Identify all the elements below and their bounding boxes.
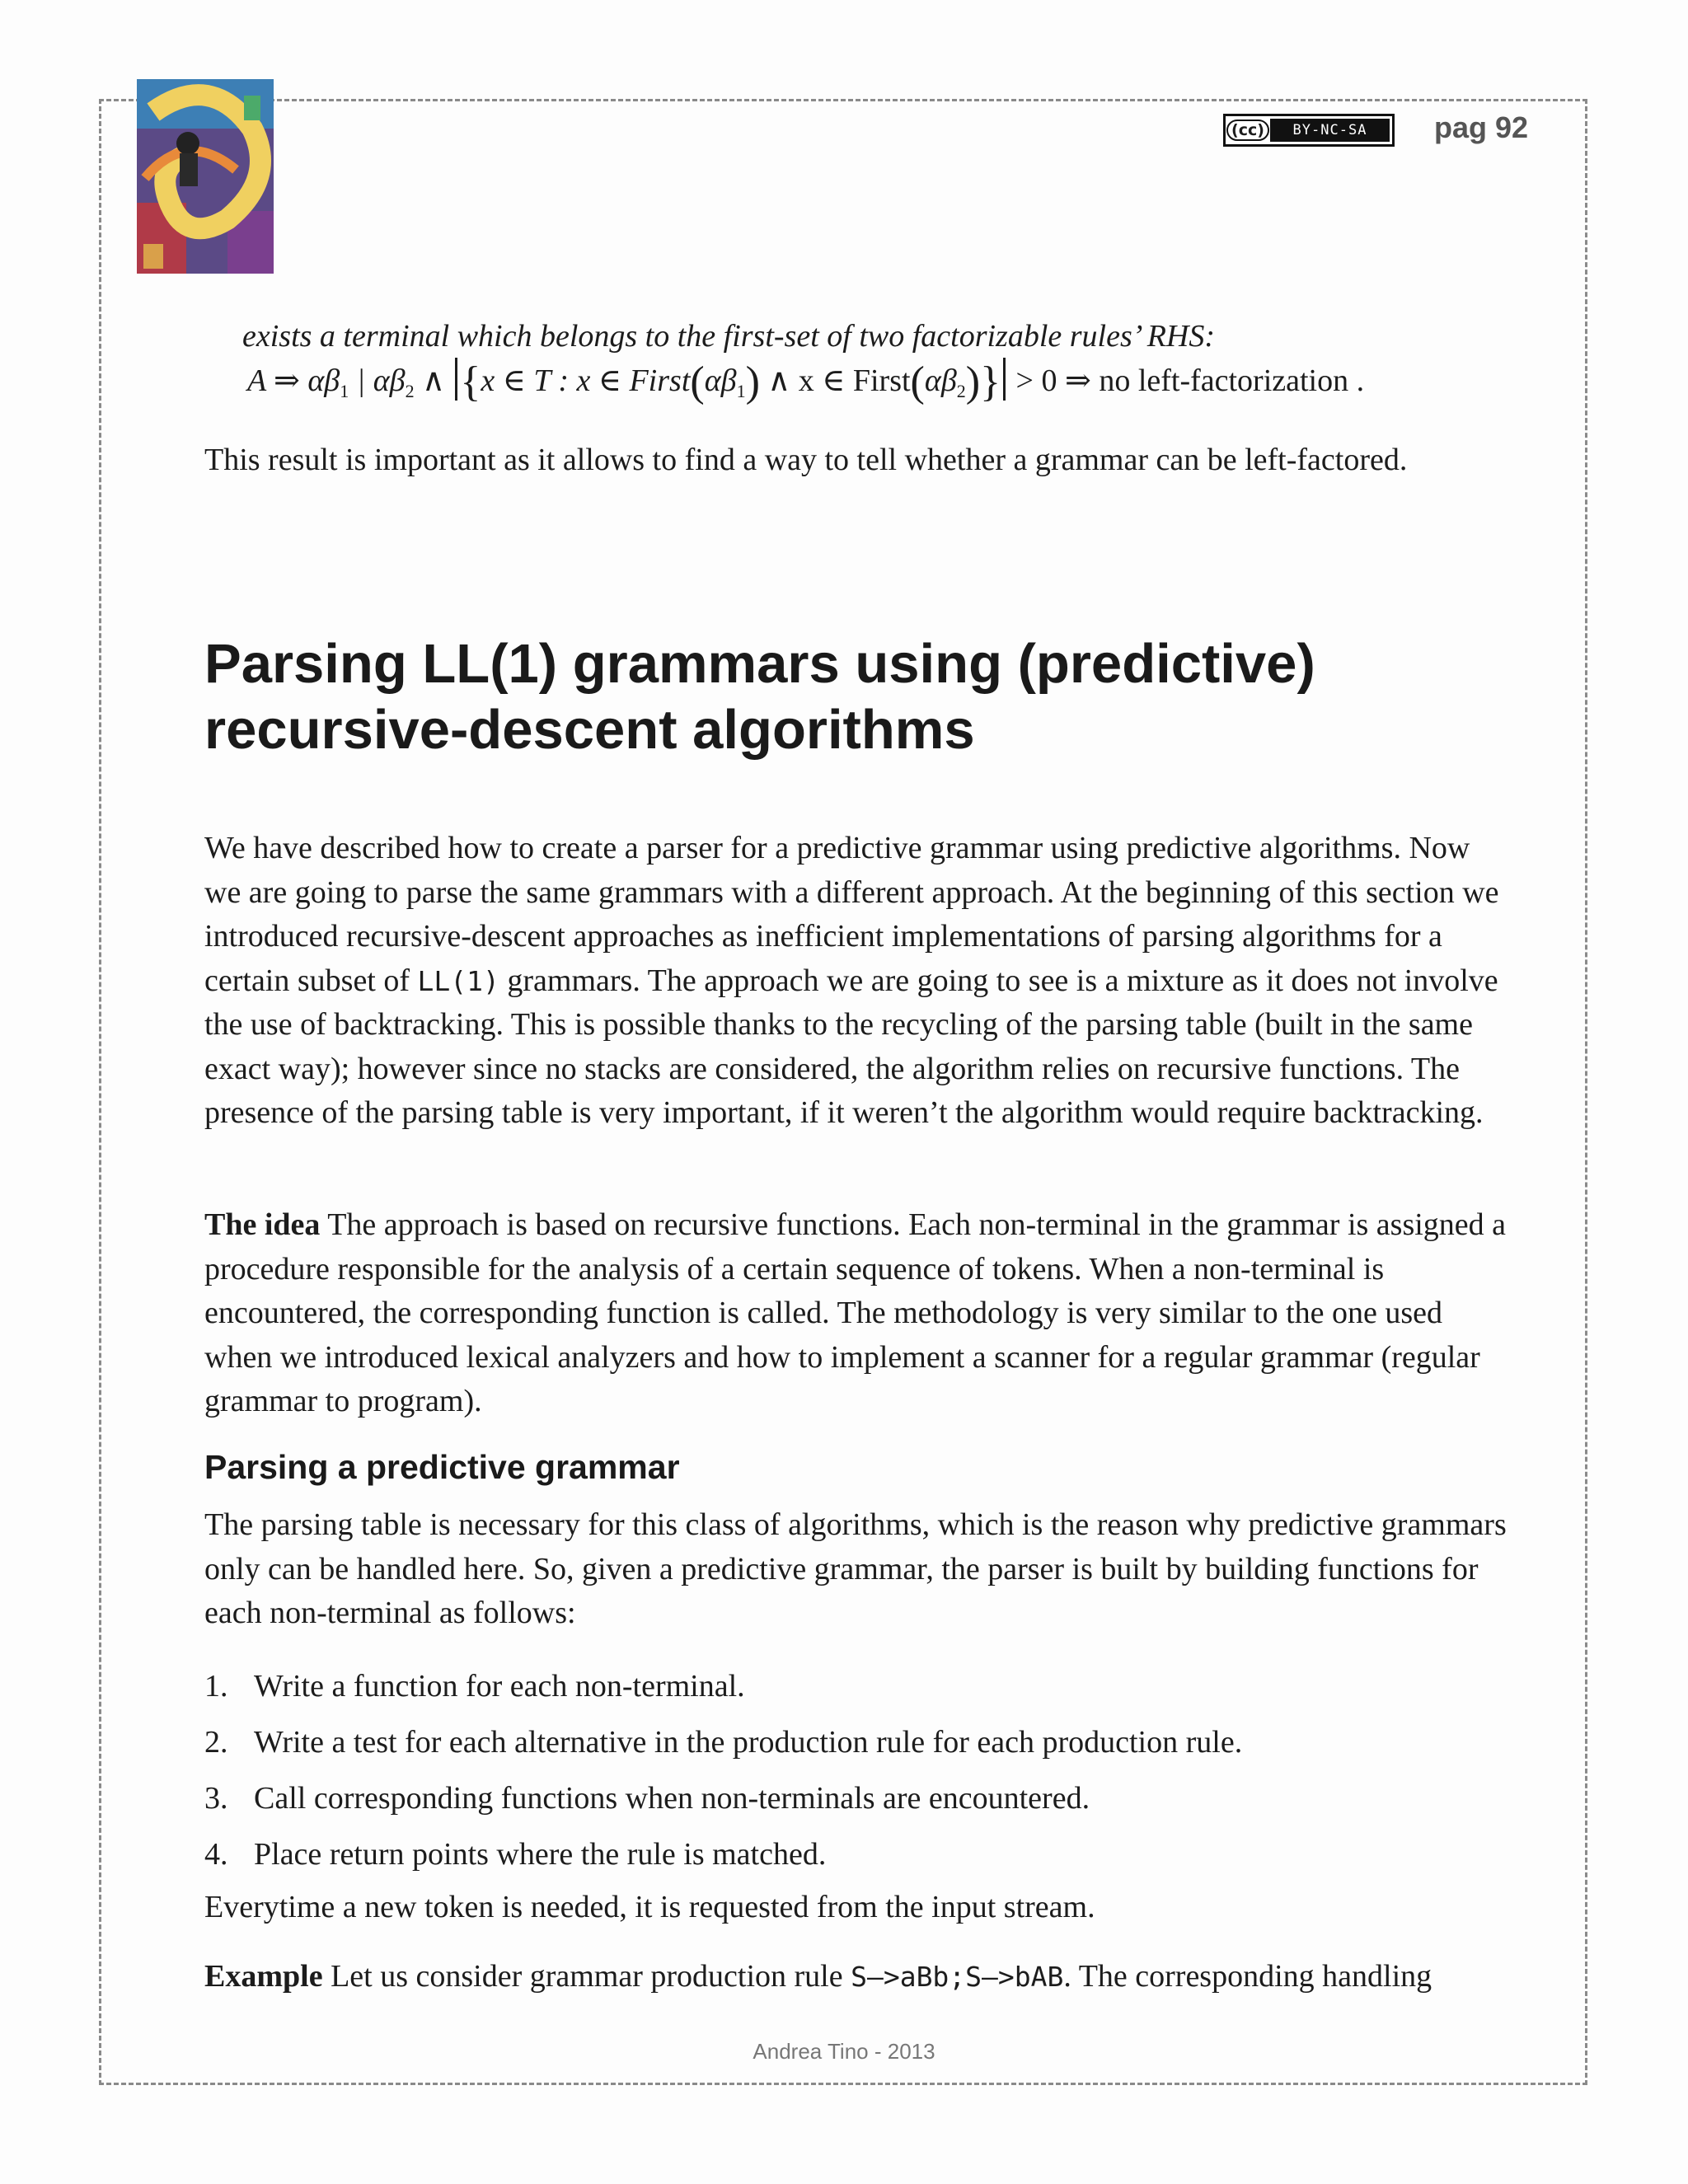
left-factorization-formula — [247, 358, 1364, 415]
formula-brace: } — [980, 359, 1001, 405]
inline-code: S–>aBb;S–>bAB — [851, 1961, 1064, 1993]
formula-paren: ( — [690, 359, 705, 405]
idea-text: The approach is based on recursive functions. Each non-terminal in the grammar is assigned a procedure responsible for the analysis of a certain sequence of tokens. When a non-terminal is encountered, the corresponding function is called. The methodology is very similar to the one used when we introduced lexical analyzers and how to implement a scanner for a regular grammar (regular grammar to program). — [204, 1207, 1507, 1418]
list-item — [204, 1826, 1507, 1882]
page-number: pag 92 — [1434, 110, 1529, 144]
subsection-paragraph: The parsing table is necessary for this class of algorithms, which is the reason why predictive grammars only can be handled here. So, given a predictive grammar, the parser is built by building functions for each non-terminal as follows: — [204, 1507, 1507, 1630]
paragraph-lead: The idea — [204, 1207, 321, 1242]
inline-code: LL(1) — [417, 964, 499, 997]
formula-subscript: 1 — [340, 381, 349, 401]
book-cover-thumbnail — [137, 79, 274, 274]
section-title-line: recursive-descent algorithms — [204, 699, 975, 761]
subsection-title: Parsing a predictive grammar — [204, 1448, 680, 1486]
formula-paren: ) — [745, 359, 760, 405]
token-paragraph: Everytime a new token is needed, it is requested from the input stream. — [204, 1890, 1095, 1924]
formula-part: | αβ — [349, 363, 406, 398]
list-number: 2. — [204, 1725, 228, 1760]
intro-text: We have described how to create a parser for a predictive grammar using predictive algorithms. Now we are going to parse the same grammars with a different approach. At the beginning of this section we introduced recursive-descent approaches as inefficient implementations of parsing algorithms for a certain subset of — [204, 831, 1499, 998]
result-paragraph: This result is important as it allows to find a way to tell whether a grammar can be left-factored. — [204, 443, 1408, 477]
example-paragraph — [204, 1955, 1507, 1999]
formula-part: x ∈ T : x ∈ First — [481, 363, 691, 398]
example-text: . The corresponding handling — [1063, 1959, 1432, 1994]
formula-part: A ⇒ αβ — [247, 363, 340, 398]
formula-paren: ( — [910, 359, 925, 405]
intro-text: grammars. The approach we are going to see is a mixture as it does not involve the use of backtracking. This is possible thanks to the recycling of the parsing table (built in the same exact way); however since no stacks are considered, the algorithm relies on recursive functions. The presence of the parsing table is very important, if it weren’t the algorithm would require backtracking. — [204, 963, 1498, 1130]
list-item — [204, 1658, 1507, 1714]
list-number: 1. — [204, 1669, 228, 1704]
list-number: 3. — [204, 1781, 228, 1816]
list-item — [204, 1714, 1507, 1770]
cc-logo-text: (cc) — [1226, 120, 1269, 141]
formula-part: ∧ — [414, 363, 453, 398]
formula-subscript: 2 — [405, 381, 415, 401]
list-text: Call corresponding functions when non-terminals are encountered. — [254, 1781, 1090, 1816]
formula-subscript: 2 — [956, 381, 966, 401]
paragraph-lead: Example — [204, 1959, 323, 1994]
footer-author: Andrea Tino - 2013 — [753, 2039, 935, 2064]
intro-paragraph — [204, 827, 1507, 1136]
license-type: BY-NC-SA — [1270, 119, 1390, 142]
list-text: Write a function for each non-terminal. — [254, 1669, 745, 1704]
formula-intro: exists a terminal which belongs to the first-set of two factorizable rules’ RHS: — [242, 319, 1216, 354]
example-text: Let us consider grammar production rule — [322, 1959, 851, 1994]
formula-brace: { — [460, 359, 481, 405]
cardinality-bar — [1003, 358, 1006, 401]
formula-part: > 0 ⇒ no left-factorization . — [1008, 363, 1365, 398]
list-text: Place return points where the rule is matched. — [254, 1837, 827, 1872]
section-title-line: Parsing LL(1) grammars using (predictive) — [204, 633, 1315, 695]
section-title — [204, 631, 1315, 763]
list-item — [204, 1770, 1507, 1826]
steps-list — [204, 1658, 1507, 1882]
idea-paragraph — [204, 1203, 1507, 1424]
cardinality-bar — [455, 358, 457, 401]
formula-paren: ) — [965, 359, 981, 405]
formula-part: αβ — [704, 363, 737, 398]
cc-logo — [1226, 116, 1270, 144]
formula-part: αβ — [924, 363, 957, 398]
list-number: 4. — [204, 1837, 228, 1872]
list-text: Write a test for each alternative in the production rule for each production rule. — [254, 1725, 1243, 1760]
formula-part: ∧ x ∈ First — [759, 363, 911, 398]
formula-subscript: 1 — [736, 381, 746, 401]
license-badge — [1223, 114, 1395, 147]
